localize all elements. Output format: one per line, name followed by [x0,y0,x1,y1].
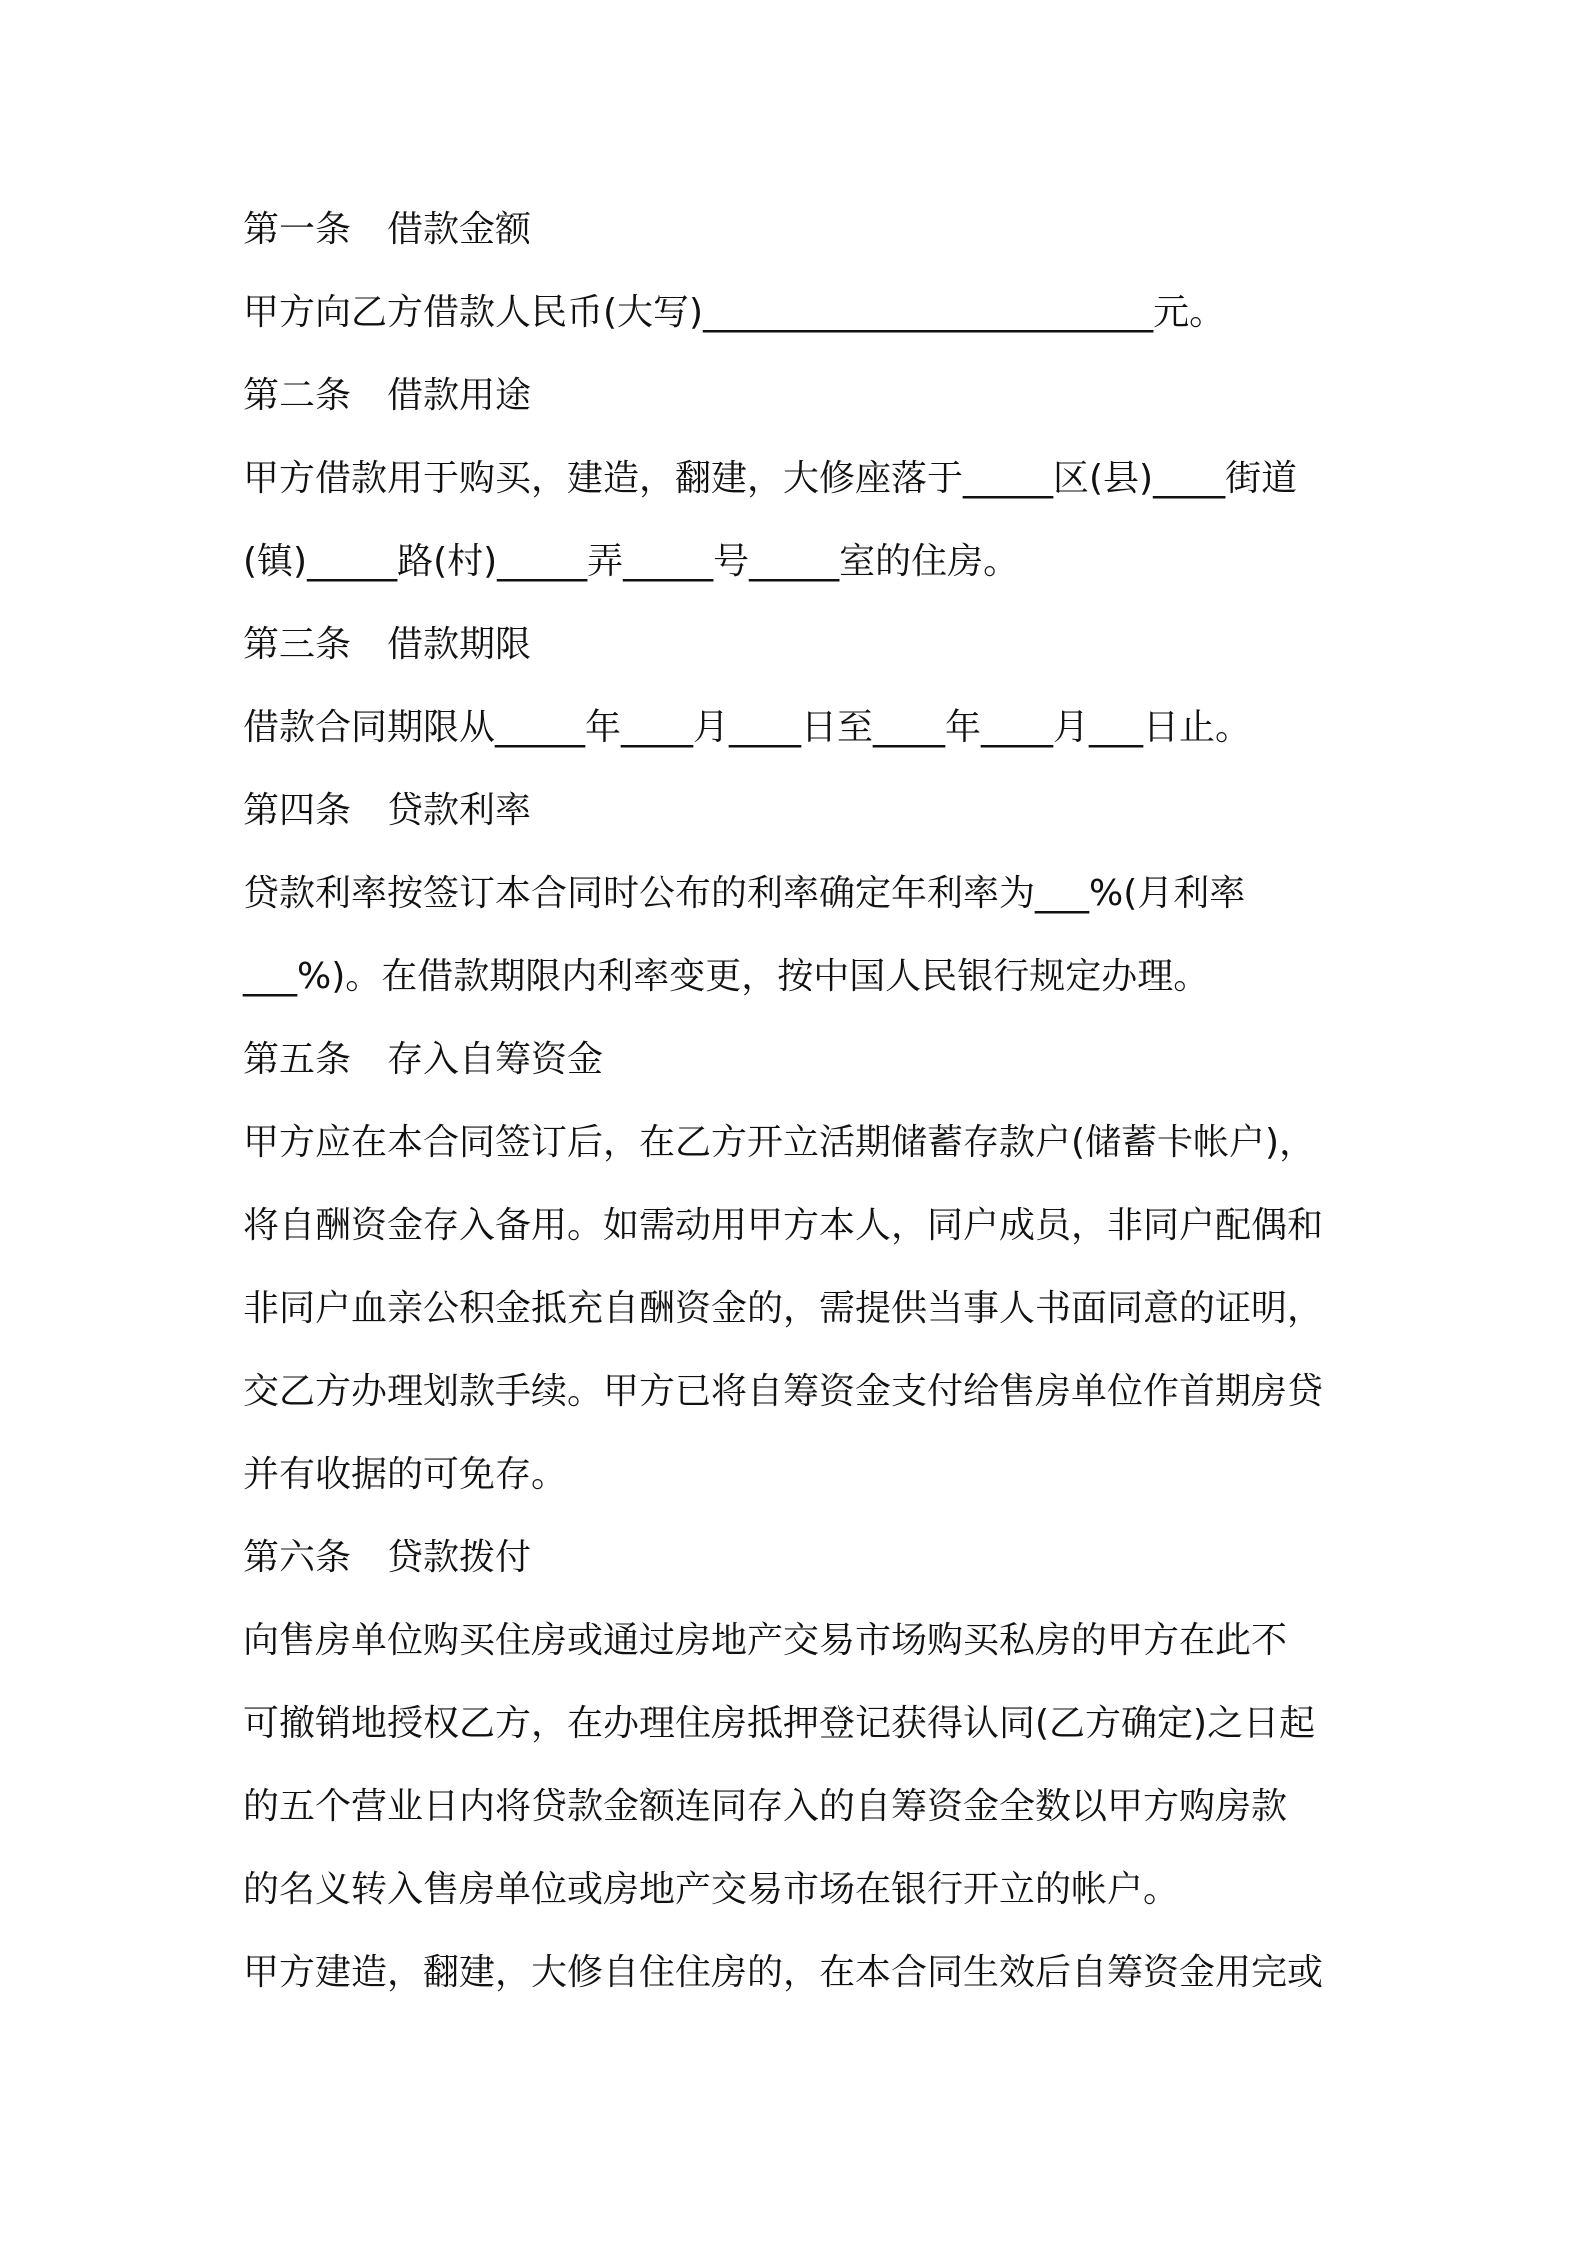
body-text-line: 甲方向乙方借款人民币(大写)_________________________元。 [243,292,1226,333]
article-heading [243,374,1363,418]
body-text-line: 甲方建造，翻建，大修自住住房的，在本合同生效后自筹资金用完或 [243,1952,1324,1993]
article-heading [243,1536,1363,1580]
article-heading [243,1038,1363,1082]
body-text-line: 并有收据的可免存。 [243,1454,568,1495]
body-text-line: (镇)_____路(村)_____弄_____号_____室的住房。 [243,541,1020,582]
body-text-line: 贷款利率按签订本合同时公布的利率确定年利率为___%(月利率 [243,873,1246,914]
body-text-line: 借款合同期限从_____年____月____日至____年____月___日止。 [243,707,1252,748]
article-title: 借款金额 [387,209,532,250]
article-number: 第三条 [243,624,352,665]
body-text-line: 的五个营业日内将贷款金额连同存入的自筹资金全数以甲方购房款 [243,1786,1288,1827]
article-number: 第二条 [243,375,352,416]
article-title: 借款期限 [387,624,532,665]
article-number: 第六条 [243,1537,352,1578]
body-text-line: 可撤销地授权乙方，在办理住房抵押登记获得认同(乙方确定)之日起 [243,1703,1316,1744]
article-heading [243,623,1363,667]
article-heading [243,208,1363,252]
body-text-line: 非同户血亲公积金抵充自酬资金的，需提供当事人书面同意的证明， [243,1288,1324,1329]
article-heading [243,789,1363,833]
article-title: 借款用途 [387,375,532,416]
body-text-line: 甲方应在本合同签订后，在乙方开立活期储蓄存款户(储蓄卡帐户)， [243,1122,1316,1163]
article-title: 存入自筹资金 [387,1039,604,1080]
article-number: 第五条 [243,1039,352,1080]
body-text-line: 向售房单位购买住房或通过房地产交易市场购买私房的甲方在此不 [243,1620,1288,1661]
body-text-line: 甲方借款用于购买，建造，翻建，大修座落于_____区(县)____街道 [243,458,1298,499]
article-title: 贷款拨付 [387,1537,532,1578]
body-text-line: 将自酬资金存入备用。如需动用甲方本人，同户成员，非同户配偶和 [243,1205,1324,1246]
body-text-line: ___%)。在借款期限内利率变更，按中国人民银行规定办理。 [243,956,1210,997]
article-number: 第一条 [243,209,352,250]
body-text-line: 的名义转入售房单位或房地产交易市场在银行开立的帐户。 [243,1869,1180,1910]
body-text-line: 交乙方办理划款手续。甲方已将自筹资金支付给售房单位作首期房贷 [243,1371,1324,1412]
article-number: 第四条 [243,790,352,831]
article-title: 贷款利率 [387,790,532,831]
